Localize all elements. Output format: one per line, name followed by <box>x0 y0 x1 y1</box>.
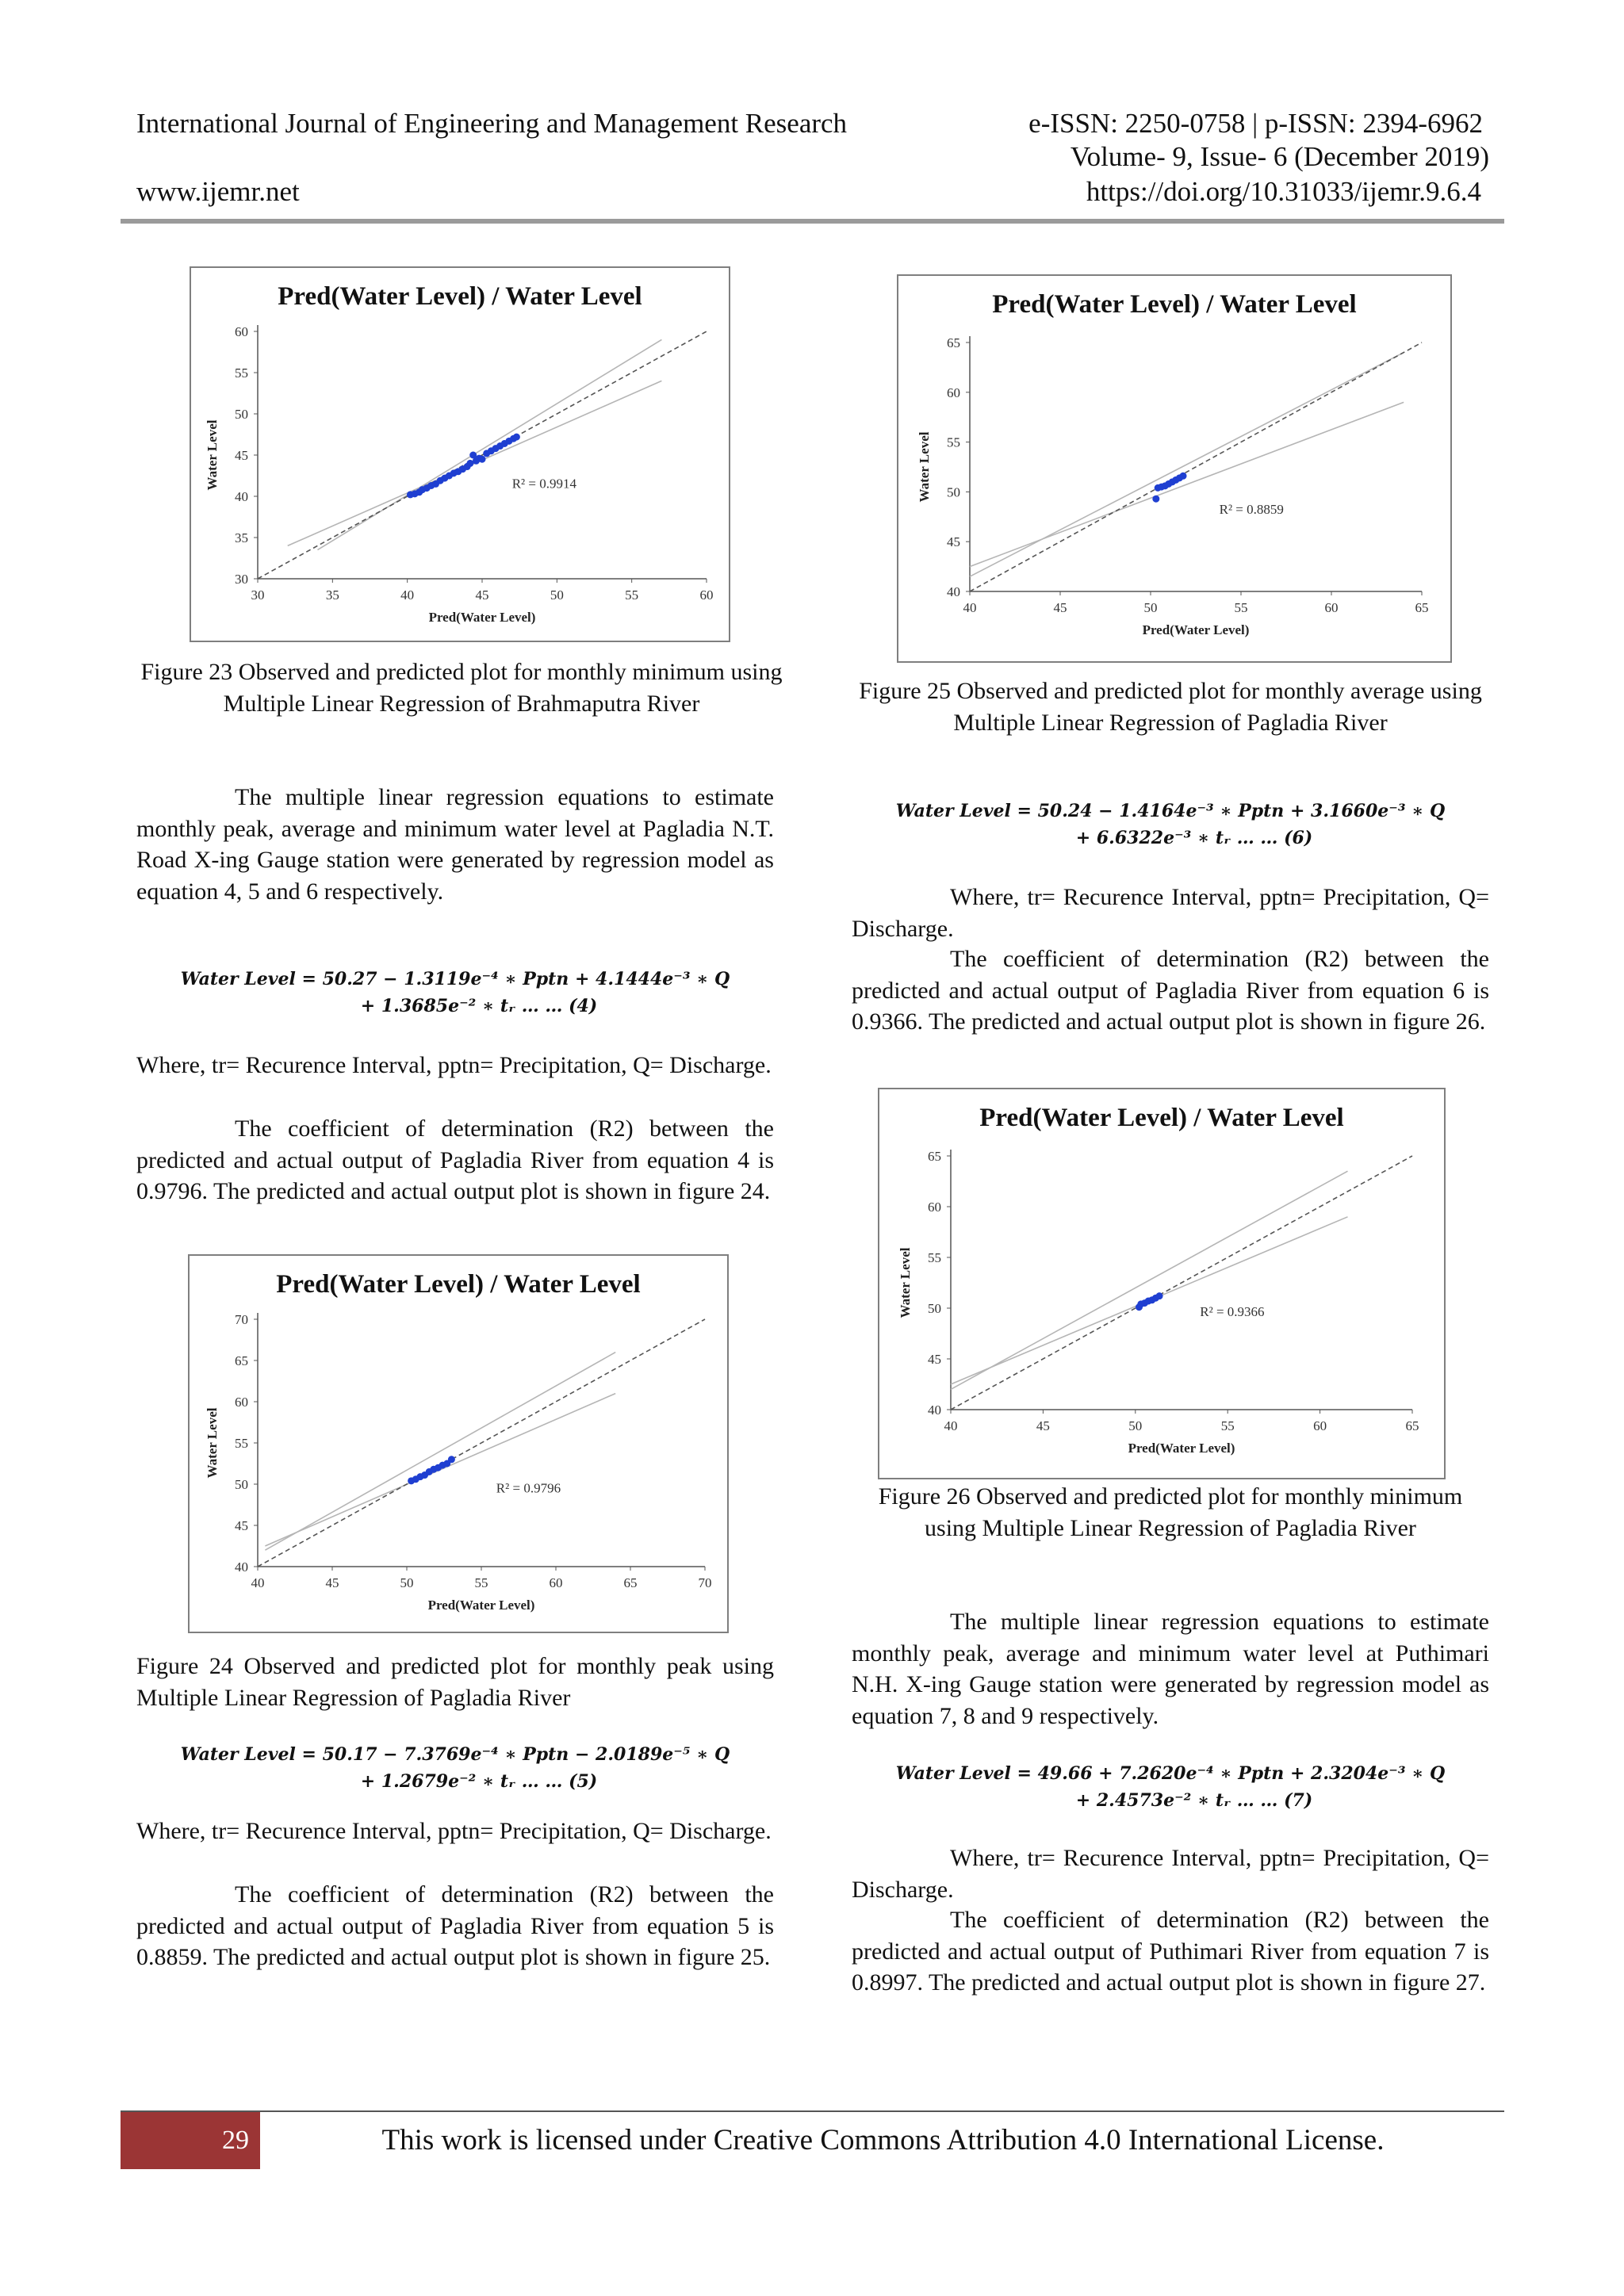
figure-25 <box>897 274 1452 663</box>
y-tick-label: 40 <box>928 1402 941 1418</box>
identity-line <box>951 1156 1412 1410</box>
website-link[interactable]: www.ijemr.net <box>136 176 300 207</box>
coef-text: The coefficient of determination (R2) between the predicted and actual output of Pagladia River from equation 4 is 0.9796. The predicted and actual output plot is shown in figure 24. <box>136 1115 774 1204</box>
volume-issue: Volume- 9, Issue- 6 (December 2019) <box>1070 141 1489 172</box>
x-axis-label: Pred(Water Level) <box>1128 1441 1235 1456</box>
right-where-2 <box>852 1843 1489 1905</box>
y-tick-label: 60 <box>235 324 248 339</box>
x-tick-label: 50 <box>1128 1418 1143 1433</box>
doi-link[interactable]: https://doi.org/10.31033/ijemr.9.6.4 <box>1086 176 1481 207</box>
figure-23 <box>190 266 730 642</box>
confidence-line <box>970 353 1404 577</box>
x-axis-label: Pred(Water Level) <box>427 1598 535 1613</box>
y-tick-label: 60 <box>928 1200 941 1215</box>
y-axis-label: Water Level <box>205 419 220 491</box>
y-tick-label: 65 <box>928 1149 941 1164</box>
coef-text: The coefficient of determination (R2) between the predicted and actual output of Pagladia River from equation 6 is 0.9366. The predicted and actual output plot is shown in figure 26. <box>852 946 1489 1035</box>
equation-4-line-2: + 1.3685e⁻² ∗ tᵣ … … (4) <box>360 996 598 1016</box>
x-tick-label: 45 <box>1036 1418 1050 1433</box>
data-point <box>479 456 486 463</box>
x-tick-label: 60 <box>1313 1418 1327 1433</box>
left-where-2 <box>136 1816 774 1847</box>
r2-label: R² = 0.9914 <box>511 476 577 492</box>
y-tick-label: 65 <box>235 1353 248 1368</box>
data-point <box>1152 496 1159 503</box>
confidence-line <box>970 402 1404 566</box>
journal-title: International Journal of Engineering and Management Research <box>136 108 848 139</box>
equation-5 <box>136 1741 774 1795</box>
y-tick-label: 70 <box>235 1312 248 1327</box>
data-point <box>448 1456 455 1463</box>
data-point <box>513 434 520 441</box>
where-text: Where, tr= Recurence Interval, pptn= Precipitation, Q= Discharge. <box>852 884 1489 942</box>
where-text: Where, tr= Recurence Interval, pptn= Precipitation, Q= Discharge. <box>852 1845 1489 1903</box>
figure-24-chart <box>190 1256 727 1632</box>
left-where-1 <box>136 1050 774 1081</box>
figure-26-chart <box>879 1089 1444 1478</box>
left-coef-1 <box>136 1113 774 1207</box>
x-tick-label: 70 <box>698 1575 712 1590</box>
left-paragraph-1 <box>136 782 774 907</box>
x-tick-label: 35 <box>325 587 339 603</box>
x-tick-label: 55 <box>625 587 639 603</box>
y-tick-label: 55 <box>235 1436 248 1451</box>
right-coef-1 <box>852 943 1489 1038</box>
x-tick-label: 55 <box>1234 600 1248 615</box>
where-text: Where, tr= Recurence Interval, pptn= Precipitation, Q= Discharge. <box>136 1818 772 1844</box>
y-tick-label: 35 <box>235 530 248 545</box>
x-tick-label: 60 <box>699 587 714 603</box>
y-tick-label: 50 <box>928 1301 941 1316</box>
y-axis-label: Water Level <box>917 431 932 503</box>
x-tick-label: 50 <box>400 1575 414 1590</box>
x-tick-label: 30 <box>251 587 265 603</box>
y-tick-label: 45 <box>947 534 960 550</box>
data-point <box>1180 473 1187 480</box>
right-where-1 <box>852 882 1489 944</box>
identity-line <box>258 1319 705 1567</box>
y-tick-label: 40 <box>235 489 248 504</box>
y-tick-label: 55 <box>235 365 248 381</box>
x-tick-label: 45 <box>325 1575 339 1590</box>
figure-23-caption: Figure 23 Observed and predicted plot for monthly minimum using Multiple Linear Regression of Brahmaputra River <box>140 659 783 717</box>
x-tick-label: 60 <box>549 1575 563 1590</box>
chart-title: Pred(Water Level) / Water Level <box>979 1104 1344 1132</box>
identity-line <box>258 331 707 579</box>
confidence-line <box>265 1353 615 1551</box>
y-tick-label: 50 <box>235 407 248 422</box>
x-tick-label: 65 <box>1415 600 1429 615</box>
y-tick-label: 65 <box>947 335 960 350</box>
figure-25-caption: Figure 25 Observed and predicted plot for monthly average using Multiple Linear Regression of Pagladia River <box>859 678 1482 736</box>
figure-23-chart <box>191 268 729 641</box>
equation-5-line-1: Water Level = 50.17 − 7.3769e⁻⁴ ∗ Pptn − 2.0189e⁻⁵ ∗ Q <box>180 1744 730 1765</box>
page-number: 29 <box>121 2112 260 2169</box>
y-axis-label: Water Level <box>205 1407 220 1479</box>
paragraph-text: The multiple linear regression equations to estimate monthly peak, average and minimum water level at Pagladia N.T. Road X-ing Gauge station were generated by regression model as equation 4, 5 and 6 respectively. <box>136 784 774 905</box>
y-tick-label: 45 <box>928 1352 941 1367</box>
r2-label: R² = 0.8859 <box>1219 502 1284 518</box>
x-tick-label: 40 <box>944 1418 958 1433</box>
identity-line <box>970 342 1422 591</box>
y-tick-label: 40 <box>947 584 960 599</box>
data-point <box>1156 1292 1163 1299</box>
y-tick-label: 50 <box>947 484 960 500</box>
header-rule <box>121 219 1504 224</box>
issn: e-ISSN: 2250-0758 | p-ISSN: 2394-6962 <box>1028 108 1483 139</box>
x-axis-label: Pred(Water Level) <box>1142 622 1250 637</box>
x-tick-label: 55 <box>474 1575 488 1590</box>
right-coef-2 <box>852 1904 1489 1999</box>
x-tick-label: 55 <box>1220 1418 1235 1433</box>
y-tick-label: 55 <box>947 434 960 450</box>
y-tick-label: 60 <box>947 385 960 400</box>
paragraph-text: The multiple linear regression equations to estimate monthly peak, average and minimum water level at Puthimari N.H. X-ing Gauge station were generated by regression model as equation 7, 8 and 9 respectively. <box>852 1609 1489 1729</box>
r2-label: R² = 0.9366 <box>1200 1304 1265 1320</box>
equation-6-line-1: Water Level = 50.24 − 1.4164e⁻³ ∗ Pptn + 3.1660e⁻³ ∗ Q <box>895 801 1446 821</box>
r2-label: R² = 0.9796 <box>496 1480 561 1496</box>
y-tick-label: 40 <box>235 1559 248 1575</box>
equation-6 <box>852 798 1489 851</box>
x-tick-label: 65 <box>1405 1418 1419 1433</box>
y-tick-label: 45 <box>235 448 248 463</box>
figure-25-chart <box>898 276 1450 661</box>
chart-title: Pred(Water Level) / Water Level <box>992 290 1357 319</box>
x-tick-label: 60 <box>1324 600 1339 615</box>
y-axis-label: Water Level <box>898 1247 913 1318</box>
y-tick-label: 30 <box>235 572 248 587</box>
y-tick-label: 45 <box>235 1518 248 1533</box>
equation-7-line-2: + 2.4573e⁻² ∗ tᵣ … … (7) <box>1075 1790 1313 1811</box>
coef-text: The coefficient of determination (R2) between the predicted and actual output of Pagladia River from equation 5 is 0.8859. The predicted and actual output plot is shown in figure 25. <box>136 1881 774 1970</box>
x-tick-label: 40 <box>400 587 415 603</box>
license-text: This work is licensed under Creative Commons Attribution 4.0 International License. <box>381 2124 1385 2156</box>
y-tick-label: 55 <box>928 1250 941 1265</box>
x-tick-label: 40 <box>963 600 977 615</box>
x-tick-label: 50 <box>1143 600 1158 615</box>
x-tick-label: 50 <box>550 587 564 603</box>
y-tick-label: 60 <box>235 1395 248 1410</box>
right-paragraph-2 <box>852 1606 1489 1732</box>
figure-24-caption: Figure 24 Observed and predicted plot for monthly peak using Multiple Linear Regression of Pagladia River <box>136 1653 774 1711</box>
x-tick-label: 40 <box>251 1575 265 1590</box>
figure-26 <box>878 1088 1446 1479</box>
equation-5-line-2: + 1.2679e⁻² ∗ tᵣ … … (5) <box>360 1771 598 1792</box>
equation-4 <box>136 966 774 1020</box>
equation-6-line-2: + 6.6322e⁻³ ∗ tᵣ … … (6) <box>1075 828 1313 848</box>
x-tick-label: 45 <box>475 587 489 603</box>
chart-title: Pred(Water Level) / Water Level <box>276 1270 641 1299</box>
x-axis-label: Pred(Water Level) <box>428 610 536 625</box>
confidence-line <box>317 339 661 549</box>
figure-26-caption: Figure 26 Observed and predicted plot for monthly minimum using Multiple Linear Regression of Pagladia River <box>878 1483 1463 1541</box>
x-tick-label: 65 <box>623 1575 638 1590</box>
equation-7 <box>852 1760 1489 1814</box>
x-tick-label: 45 <box>1053 600 1067 615</box>
chart-title: Pred(Water Level) / Water Level <box>278 282 642 311</box>
y-tick-label: 50 <box>235 1477 248 1492</box>
confidence-line <box>951 1171 1348 1389</box>
left-coef-2 <box>136 1879 774 1973</box>
where-text: Where, tr= Recurence Interval, pptn= Precipitation, Q= Discharge. <box>136 1052 772 1078</box>
equation-7-line-1: Water Level = 49.66 + 7.2620e⁻⁴ ∗ Pptn + 2.3204e⁻³ ∗ Q <box>895 1763 1446 1784</box>
figure-24 <box>188 1254 729 1633</box>
coef-text: The coefficient of determination (R2) between the predicted and actual output of Puthimari River from equation 7 is 0.8997. The predicted and actual output plot is shown in figure 27. <box>852 1907 1489 1996</box>
equation-4-line-1: Water Level = 50.27 − 1.3119e⁻⁴ ∗ Pptn + 4.1444e⁻³ ∗ Q <box>180 969 730 989</box>
